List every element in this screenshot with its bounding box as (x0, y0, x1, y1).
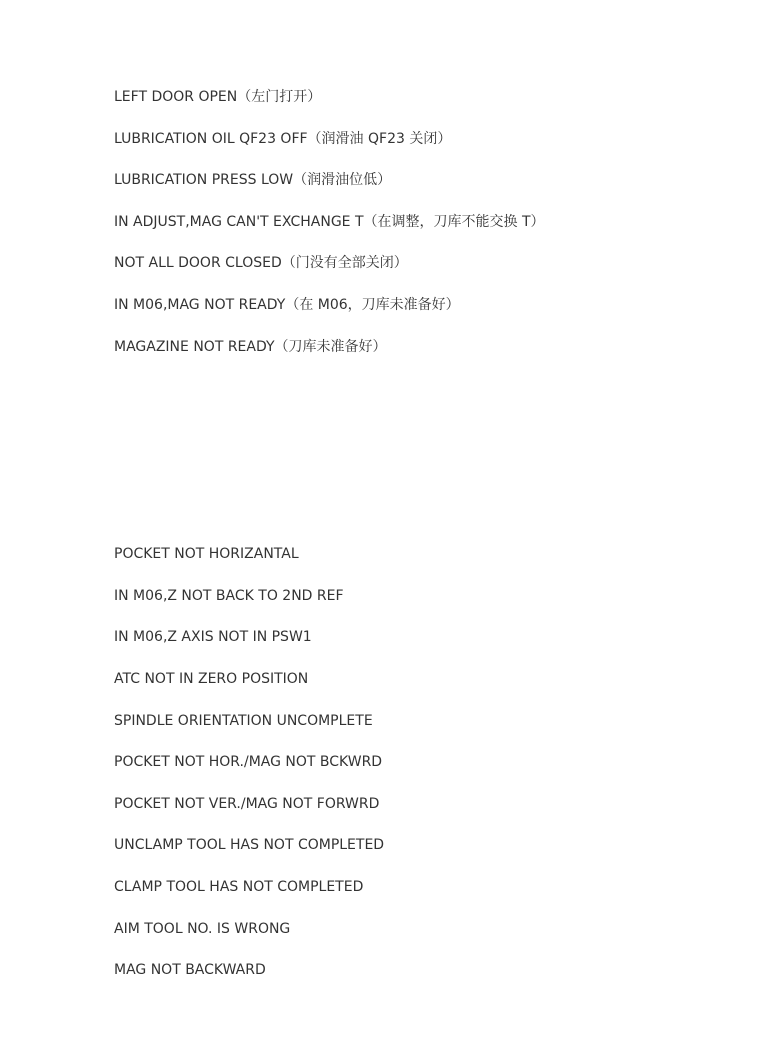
alarm-text-line: SPINDLE ORIENTATION UNCOMPLETE (114, 713, 373, 729)
alarm-text-line: LEFT DOOR OPEN（左门打开） (114, 89, 322, 105)
alarm-text-line: POCKET NOT HOR./MAG NOT BCKWRD (114, 754, 383, 770)
alarm-text-line: CLAMP TOOL HAS NOT COMPLETED (114, 879, 364, 895)
alarm-text-line: IN M06,MAG NOT READY（在 M06，刀库未准备好） (114, 297, 460, 313)
alarm-text-line: IN M06,Z AXIS NOT IN PSW1 (114, 629, 312, 645)
alarm-text-line: UNCLAMP TOOL HAS NOT COMPLETED (114, 837, 385, 853)
alarm-text-line: ATC NOT IN ZERO POSITION (114, 671, 309, 687)
alarm-text-line: IN M06,Z NOT BACK TO 2ND REF (114, 588, 344, 604)
alarm-text-line: LUBRICATION OIL QF23 OFF（润滑油 QF23 关闭） (114, 131, 452, 147)
alarm-text-line: NOT ALL DOOR CLOSED（门没有全部关闭） (114, 255, 408, 271)
alarm-text-line: MAG NOT BACKWARD (114, 962, 266, 978)
alarm-text-line: MAGAZINE NOT READY（刀库未准备好） (114, 339, 387, 355)
alarm-text-line: POCKET NOT HORIZANTAL (114, 546, 299, 562)
alarm-text-line: POCKET NOT VER./MAG NOT FORWRD (114, 796, 380, 812)
alarm-text-line: IN ADJUST,MAG CAN'T EXCHANGE T（在调整，刀库不能交换 T） (114, 214, 545, 230)
alarm-text-line: AIM TOOL NO. IS WRONG (114, 921, 291, 937)
alarm-text-line: LUBRICATION PRESS LOW（润滑油位低） (114, 172, 392, 188)
